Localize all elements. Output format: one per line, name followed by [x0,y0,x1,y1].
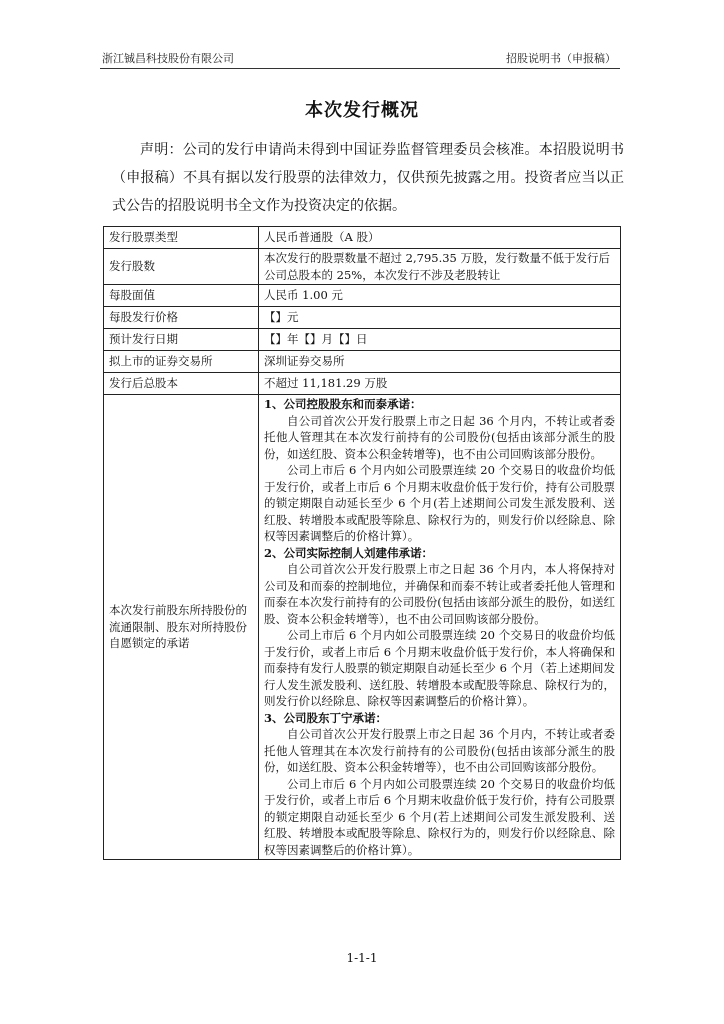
lockup-paragraph: 公司上市后 6 个月内如公司股票连续 20 个交易日的收盘价均低于发行价，或者上市后 6 个月期末收盘价低于发行价，持有公司股票的锁定期限自动延长至少 6 个月(若上述期间公司发生派发股利、送红股、转增股本或配股等除息、除权行为的，则发行价以经除息、除权等因素调整后的价格计算）。 [264,463,615,543]
lockup-label: 本次发行前股东所持股份的流通限制、股东对所持股份自愿锁定的承诺 [104,395,259,860]
row-label: 每股发行价格 [104,307,259,329]
row-value: 本次发行的股票数量不超过 2,795.35 万股，发行数量不低于发行后公司总股本的 25%，本次发行不涉及老股转让 [259,249,621,285]
lockup-section-heading: 2、公司实际控制人刘建伟承诺： [264,545,433,560]
lockup-paragraph: 自公司首次公开发行股票上市之日起 36 个月内，不转让或者委托他人管理其在本次发行前持有的公司股份(包括由该部分派生的股份，如送红股、资本公积金转增等)，也不由公司回购该部分股份。 [264,413,615,461]
header-company: 浙江铖昌科技股份有限公司 [102,52,234,65]
row-label: 发行股数 [104,249,259,285]
row-value: 人民币普通股（A 股） [259,227,621,249]
table-row [104,249,621,285]
lockup-paragraph: 公司上市后 6 个月内如公司股票连续 20 个交易日的收盘价均低于发行价，或者上市后 6 个月期末收盘价低于发行价，持有公司股票的锁定期限自动延长至少 6 个月(若上述期间公司发生派发股利、送红股、转增股本或配股等除息、除权行为的，则发行价以经除息、除权等因素调整后的价格计算）。 [264,776,615,857]
row-value: 【】元 [259,307,621,329]
lockup-paragraph: 公司上市后 6 个月内如公司股票连续 20 个交易日的收盘价均低于发行价，或者上市后 6 个月期末收盘价低于发行价，本人将确保和而泰持有发行人股票的锁定期限自动延长至少 6 个月（若上述期间发行人发生派发股利、送红股、转增股本或配股等除息、除权行为的，则发行价以经除息、除权等因素调整后的价格计算）。 [264,628,615,708]
lockup-section-heading: 1、公司控股股东和而泰承诺： [264,397,422,411]
offering-overview-table [103,226,621,860]
lockup-paragraph: 自公司首次公开发行股票上市之日起 36 个月内，本人将保持对公司及和而泰的控制地位，并确保和而泰不转让或者委托他人管理和而泰在本次发行前持有的公司股份(包括由该部分派生的股份，如送红股、资本公积金转增等），也不由公司回购该部分股份。 [264,562,615,626]
row-label: 每股面值 [104,285,259,307]
row-label: 发行后总股本 [104,373,259,395]
row-label: 预计发行日期 [104,329,259,351]
table-row [104,285,621,307]
lockup-paragraph: 自公司首次公开发行股票上市之日起 36 个月内，不转让或者委托他人管理其在本次发行前持有的公司股份(包括由该部分派生的股份，如送红股、资本公积金转增等），也不由公司回购该部分股份。 [264,727,615,774]
page-number: 1-1-1 [346,951,378,965]
table-row [104,373,621,395]
table-row-lockup [104,395,621,860]
row-value: 不超过 11,181.29 万股 [259,373,621,395]
table-row [104,307,621,329]
table-row [104,351,621,373]
row-value: 人民币 1.00 元 [259,285,621,307]
row-value: 深圳证券交易所 [259,351,621,373]
table-row [104,227,621,249]
lockup-content [259,395,621,860]
row-label: 发行股票类型 [104,227,259,249]
row-value: 【】年【】月【】日 [259,329,621,351]
declaration [112,136,624,220]
running-header [100,48,620,69]
row-label: 拟上市的证券交易所 [104,351,259,373]
header-doc-name: 招股说明书（申报稿） [506,52,616,65]
declaration-text: 声明：公司的发行申请尚未得到中国证券监督管理委员会核准。本招股说明书（申报稿）不具有据以发行股票的法律效力，仅供预先披露之用。投资者应当以正式公告的招股说明书全文作为投资决定的依据。 [112,142,624,214]
table-row [104,329,621,351]
lockup-section-heading: 3、公司股东丁宁承诺： [264,710,388,725]
page-title: 本次发行概况 [305,100,419,121]
